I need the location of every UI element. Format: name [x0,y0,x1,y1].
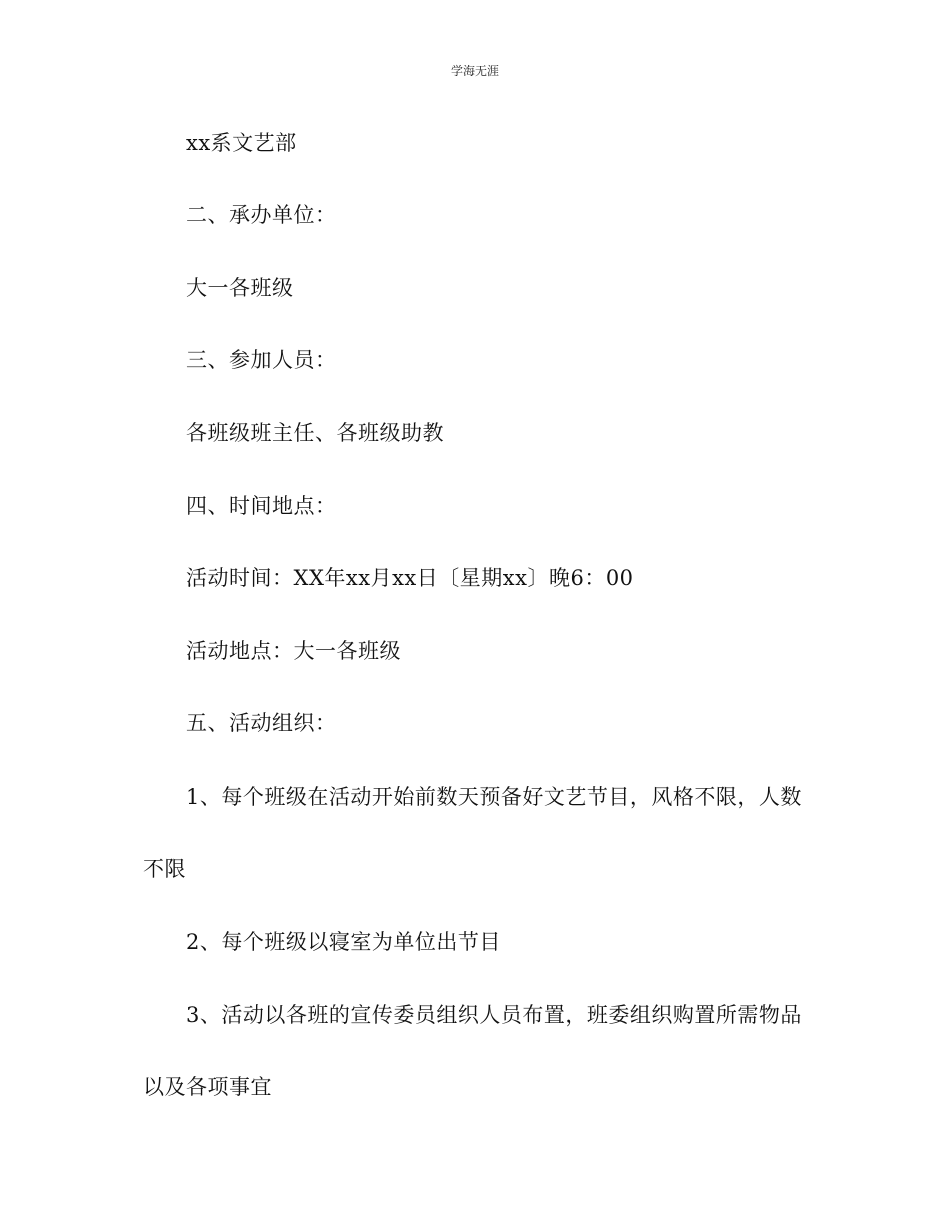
section-heading-participants: 三、参加人员： [186,348,337,372]
participants-text: 各班级班主任、各班级助教 [186,421,444,445]
page-header: 学海无涯 [450,64,499,78]
activity-time-text: 活动时间：XX年xx月xx日〔星期xx〕晚6：00 [186,566,634,590]
organization-item-1-line-2: 不限 [143,857,186,881]
section-heading-time-place: 四、时间地点： [186,494,337,518]
organizer-text: xx系文艺部 [186,131,297,155]
activity-place-text: 活动地点：大一各班级 [186,639,401,663]
organization-item-3-line-1: 3、活动以各班的宣传委员组织人员布置，班委组织购置所需物品 [186,1003,802,1027]
section-heading-organization: 五、活动组织： [186,711,337,735]
organization-item-2: 2、每个班级以寝室为单位出节目 [186,930,501,954]
organization-item-3-line-2: 以及各项事宜 [143,1075,272,1099]
organization-item-1-line-1: 1、每个班级在活动开始前数天预备好文艺节目，风格不限，人数 [186,785,802,809]
host-text: 大一各班级 [186,276,294,300]
section-heading-host: 二、承办单位： [186,203,337,227]
